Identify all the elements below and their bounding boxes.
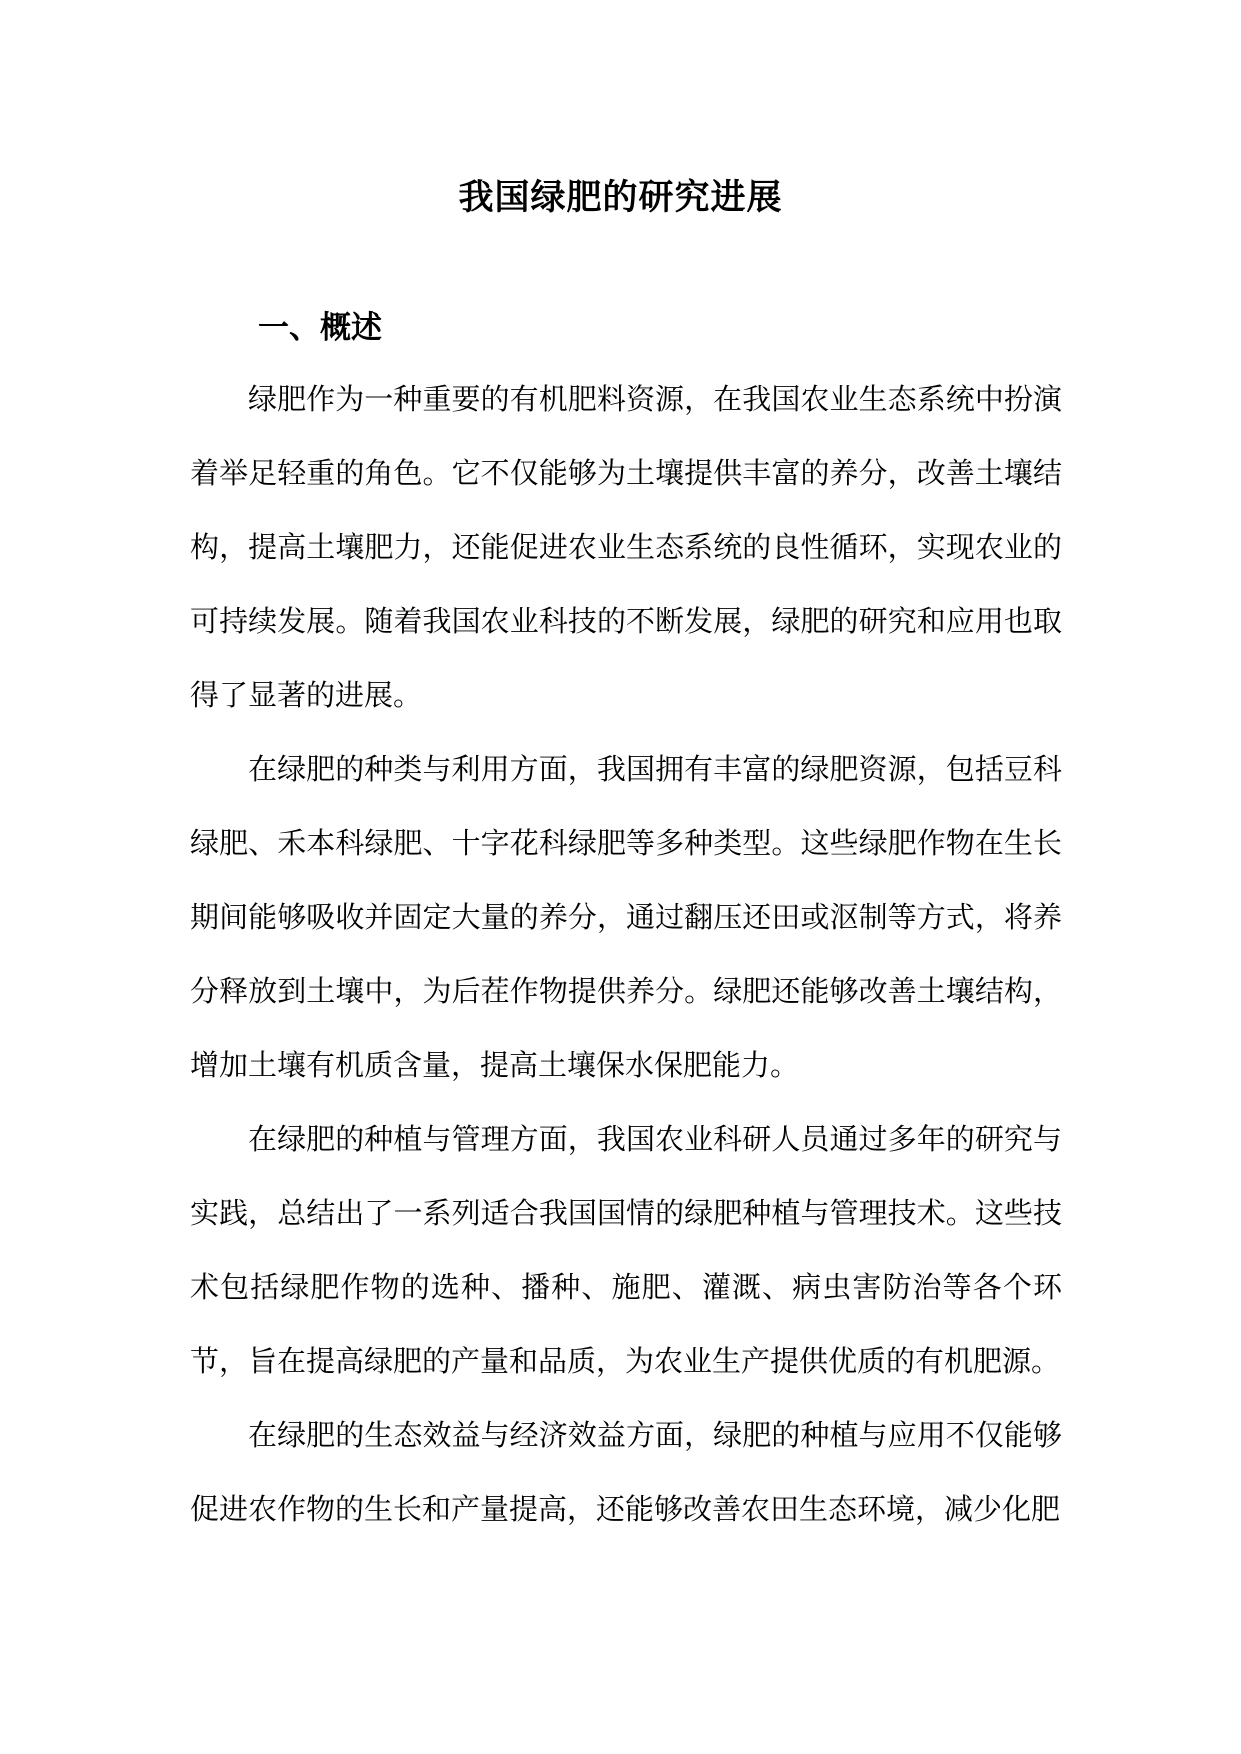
paragraph: 绿肥作为一种重要的有机肥料资源，在我国农业生态系统中扮演着举足轻重的角色。它不仅能够为土壤提供丰富的养分，改善土壤结构，提高土壤肥力，还能促进农业生态系统的良性循环，实现农业的可持续发展。随着我国农业科技的不断发展，绿肥的研究和应用也取得了显著的进展。 xyxy=(190,382,1062,712)
section-heading-overview: 一、概述 xyxy=(258,309,382,346)
paragraph: 在绿肥的生态效益与经济效益方面，绿肥的种植与应用不仅能够促进农作物的生长和产量提高，还能够改善农田生态环境，减少化肥 xyxy=(190,1418,1062,1526)
section-body xyxy=(190,362,1062,1546)
paragraph: 在绿肥的种类与利用方面，我国拥有丰富的绿肥资源，包括豆科绿肥、禾本科绿肥、十字花科绿肥等多种类型。这些绿肥作物在生长期间能够吸收并固定大量的养分，通过翻压还田或沤制等方式，将养分释放到土壤中，为后茬作物提供养分。绿肥还能够改善土壤结构，增加土壤有机质含量，提高土壤保水保肥能力。 xyxy=(190,752,1062,1082)
document-title: 我国绿肥的研究进展 xyxy=(458,178,783,219)
paragraph: 在绿肥的种植与管理方面，我国农业科研人员通过多年的研究与实践，总结出了一系列适合我国国情的绿肥种植与管理技术。这些技术包括绿肥作物的选种、播种、施肥、灌溉、病虫害防治等各个环节，旨在提高绿肥的产量和品质，为农业生产提供优质的有机肥源。 xyxy=(190,1122,1062,1378)
